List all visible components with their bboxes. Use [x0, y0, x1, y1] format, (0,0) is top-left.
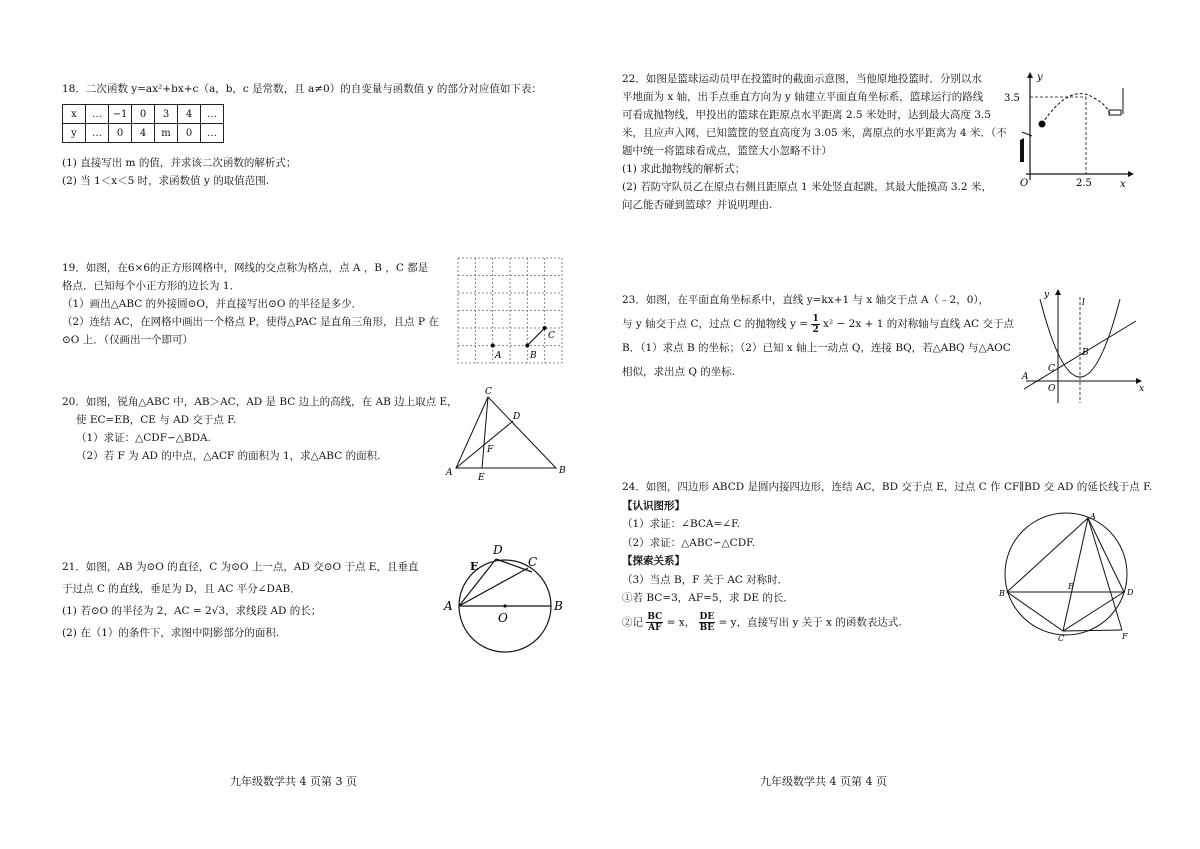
right-page	[600, 0, 1200, 849]
q23-stem-3: B．（1）求点 B 的坐标；（2）已知 x 轴上一动点 Q，连接 BQ，若△ABQ 与△AOC	[622, 342, 1011, 354]
q24-fraction-1	[646, 612, 663, 633]
question-18	[62, 80, 542, 98]
hoop-icon	[1109, 110, 1121, 115]
q24-heading-2: 【探索关系】	[622, 555, 685, 567]
point-a	[491, 344, 495, 348]
label-e: E	[478, 473, 485, 483]
label-b: B	[1082, 348, 1089, 358]
q18-subquestions	[62, 154, 296, 190]
q24-sub3: （3）当点 B，F 关于 AC 对称时．	[622, 573, 789, 586]
table-cell: 4	[178, 105, 201, 124]
q22-stem-3: 可看成抛物线，甲投出的篮球在距原点水平距离 2.5 米处时，达到最大高度 3.5	[622, 109, 991, 121]
height-label: 3.5	[1004, 93, 1020, 104]
q23-stem-2	[622, 312, 1014, 336]
q23-fraction	[811, 314, 819, 335]
q19-sub1: （1）画出△ABC 的外接圆⊙O，并直接写出⊙O 的半径是多少．	[62, 298, 363, 310]
q21-stem-2: 于过点 C 的直线，垂足为 D，且 AC 平分∠DAB．	[62, 583, 301, 595]
q18-value-table	[62, 104, 224, 143]
label-d: D	[1127, 588, 1134, 597]
label-b: B	[530, 351, 537, 361]
q23-parabola-figure	[1018, 285, 1148, 410]
distance-label: 2.5	[1076, 178, 1092, 189]
axis-y-label: y	[1044, 290, 1050, 300]
page-footer-left: 九年级数学共 4 页第 3 页	[230, 775, 357, 788]
table-cell: …	[201, 124, 224, 143]
fraction-denominator: 2	[812, 324, 819, 335]
player-icon	[1020, 138, 1024, 162]
label-f: F	[487, 445, 494, 455]
label-d: D	[493, 543, 503, 557]
q22-stem-5: 题中统一将篮球看成点，篮筐大小忽略不计）	[622, 145, 832, 157]
q24-sub3b-pre: ②记	[622, 616, 643, 628]
q24-cyclic-quadrilateral-figure	[998, 505, 1138, 645]
point-c	[543, 326, 547, 330]
fraction-numerator: BC	[647, 611, 663, 622]
table-row	[63, 124, 224, 143]
question-21	[62, 556, 418, 644]
q20-triangle-figure	[446, 386, 576, 486]
fraction-numerator: DE	[699, 611, 715, 622]
question-23	[622, 288, 1014, 384]
q19-sub2b: ⊙O 上．（仅画出一个即可）	[62, 334, 193, 346]
label-a: A	[446, 468, 453, 478]
q24-sub2: （2）求证：△ABC∽△CDF.	[622, 536, 756, 549]
table-cell: y	[63, 124, 86, 143]
q23-stem-1: 23．如图，在平面直角坐标系中，直线 y=kx+1 与 x 轴交于点 A（﹣2，0），	[622, 294, 990, 306]
label-a: A	[1022, 372, 1029, 382]
label-a: A	[1090, 512, 1096, 521]
q22-basketball-figure	[1004, 70, 1135, 192]
label-d: D	[513, 412, 521, 422]
axis-of-symmetry-label: l	[1082, 298, 1085, 308]
fraction-numerator: 1	[812, 313, 819, 324]
label-e: E	[1068, 582, 1074, 591]
label-o: O	[1048, 384, 1056, 394]
table-cell: …	[201, 105, 224, 124]
label-c: C	[1058, 634, 1065, 643]
axis-y-label: y	[1037, 72, 1043, 83]
page-footer-right: 九年级数学共 4 页第 4 页	[760, 775, 887, 788]
q24-sub3a: ①若 BC=3，AF=5，求 DE 的长．	[622, 592, 794, 604]
q21-sub2: (2) 在（1）的条件下，求图中阴影部分的面积.	[62, 627, 280, 639]
q24-sub1: （1）求证：∠BCA=∠F.	[622, 518, 741, 530]
q23-stem-2b: x² − 2x + 1 的对称轴与直线 AC 交于点	[823, 318, 1015, 330]
table-cell: …	[86, 105, 109, 124]
q18-sub2: (2) 当 1＜x＜5 时，求函数值 y 的取值范围.	[62, 175, 270, 187]
label-o: O	[498, 611, 508, 625]
q24-stem: 24．如图，四边形 ABCD 是圆内接四边形，连结 AC，BD 交于点 E，过点 C 作 CF∥BD 交 AD 的延长线于点 F.	[622, 481, 1153, 493]
table-row	[63, 105, 224, 124]
label-c: C	[528, 555, 538, 569]
q21-circle-figure	[444, 542, 565, 652]
q19-stem-2: 格点．已知每个小正方形的边长为 1．	[62, 280, 241, 292]
q18-sub1: (1) 直接写出 m 的值，并求该二次函数的解析式；	[62, 157, 297, 169]
table-cell: 0	[109, 124, 132, 143]
label-c: C	[485, 387, 492, 397]
label-e: E	[470, 560, 479, 573]
q24-sub3b-mid: = x，	[666, 616, 696, 628]
q22-stem-4: 米，且应声入网，已知篮筐的竖直高度为 3.05 米，离原点的水平距离为 4 米．（不	[622, 127, 1007, 139]
table-cell: 0	[178, 124, 201, 143]
table-cell: −1	[109, 105, 132, 124]
ball-icon	[1039, 121, 1046, 128]
label-f: F	[1122, 632, 1128, 641]
axis-x-label: x	[1120, 179, 1126, 190]
label-a: A	[495, 351, 502, 361]
q22-stem-2: 平地面为 x 轴，出手点垂直方向为 y 轴建立平面直角坐标系，篮球运行的路线	[622, 91, 984, 103]
label-b: B	[559, 466, 566, 476]
label-c: C	[1048, 364, 1055, 374]
table-cell: 4	[132, 124, 155, 143]
table-cell: x	[63, 105, 86, 124]
q20-stem-2: 使 EC=EB，CE 与 AD 交于点 F.	[76, 414, 237, 426]
table-cell: 3	[155, 105, 178, 124]
fraction-denominator: AF	[648, 622, 662, 633]
q22-sub2: (2) 若防守队员乙在原点右侧且距原点 1 米处竖直起跳，其最大能摸高 3.2 米，	[622, 181, 992, 193]
table-cell: 0	[132, 105, 155, 124]
table-cell: m	[155, 124, 178, 143]
q20-sub1: （1）求证：△CDF∽△BDA.	[76, 432, 211, 444]
fraction-denominator: BE	[699, 622, 715, 633]
origin-label: O	[1020, 178, 1029, 189]
label-b: B	[554, 599, 563, 613]
q19-sub2: （2）连结 AC，在网格中画出一个格点 P，使得△PAC 是直角三角形，且点 P 在	[62, 316, 439, 328]
question-20	[62, 393, 458, 465]
table-cell: …	[86, 124, 109, 143]
q24-heading-1: 【认识图形】	[622, 499, 685, 512]
q23-stem-4: 相似，求出点 Q 的坐标.	[622, 366, 736, 378]
q18-stem: 18．二次函数 y=ax²+bx+c（a，b，c 是常数，且 a≠0）的自变量与函数值 y 的部分对应值如下表：	[62, 83, 542, 95]
label-a: A	[444, 599, 453, 613]
q22-sub2b: 问乙能否碰到篮球？并说明理由.	[622, 199, 773, 211]
q20-stem-1: 20．如图，锐角△ABC 中，AB＞AC，AD 是 BC 边上的高线，在 AB 边上取点 E，	[62, 396, 458, 408]
q21-stem-1: 21．如图，AB 为⊙O 的直径，C 为⊙O 上一点，AD 交⊙O 于点 E，且垂直	[62, 561, 419, 573]
q21-sub1: (1) 若⊙O 的半径为 2，AC = 2√3，求线段 AD 的长；	[62, 605, 322, 617]
q24-fraction-2	[699, 612, 716, 633]
q22-stem-1: 22．如图是篮球运动员甲在投篮时的截面示意图，当他原地投篮时．分别以水	[622, 73, 982, 85]
segment-bc	[527, 328, 544, 346]
question-22	[622, 70, 1007, 214]
axis-x-label: x	[1139, 384, 1145, 394]
q22-sub1: (1) 求此抛物线的解析式；	[622, 163, 746, 175]
point-b	[525, 344, 529, 348]
label-b: B	[999, 589, 1005, 598]
q24-sub3b-post: = y，直接写出 y 关于 x 的函数表达式.	[718, 616, 902, 628]
q20-sub2: （2）若 F 为 AD 的中点，△ACF 的面积为 1，求△ABC 的面积.	[76, 450, 381, 462]
label-c: C	[548, 331, 555, 341]
question-19	[62, 259, 439, 349]
q23-stem-2a: 与 y 轴交于点 C，过点 C 的抛物线 y =	[622, 318, 809, 330]
q19-stem-1: 19．如图，在6×6的正方形网格中，网线的交点称为格点，点 A ，B ，C 都是	[62, 262, 429, 274]
q19-grid-figure	[458, 258, 562, 366]
